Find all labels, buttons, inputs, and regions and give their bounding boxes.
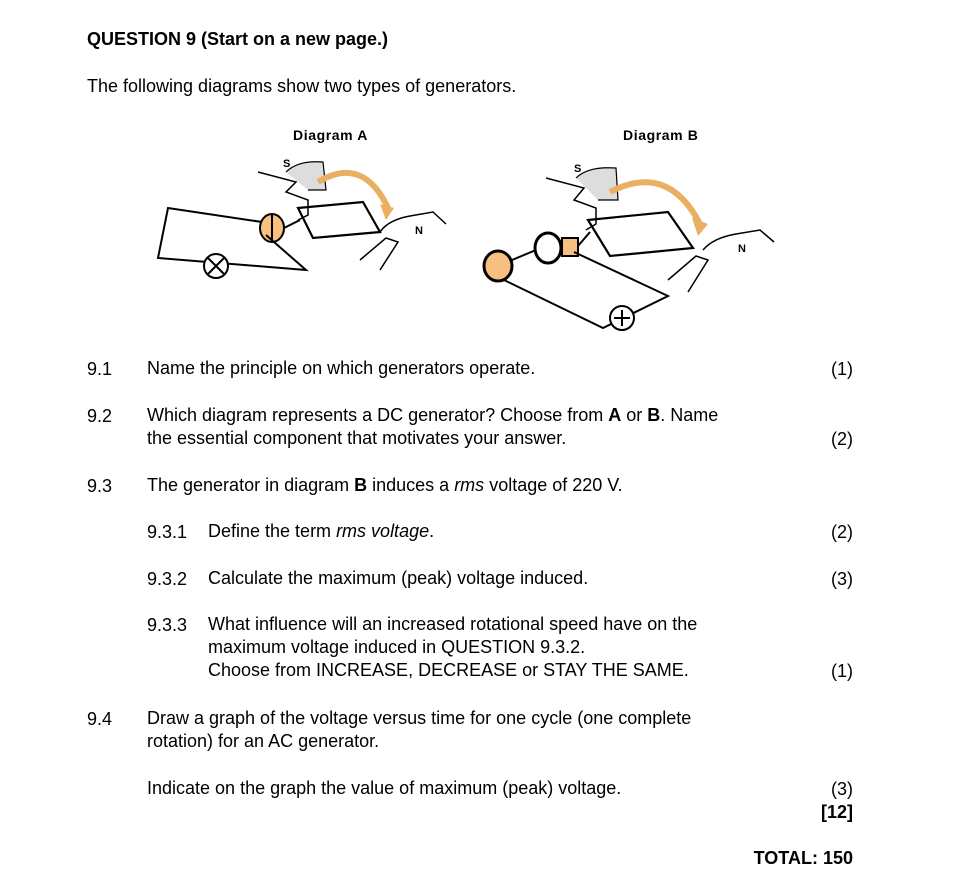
diagram-b-circuit xyxy=(504,252,668,328)
diagram-b-slip-ring-inner xyxy=(535,233,561,263)
question-9-2-line1-e: . Name xyxy=(660,405,719,425)
question-9-3-3-line3: Choose from INCREASE, DECREASE or STAY THE SAME. xyxy=(208,660,689,680)
generator-diagrams xyxy=(148,120,778,340)
question-9-1-mark: (1) xyxy=(831,359,853,379)
question-9-3-text xyxy=(147,474,623,497)
question-9-3-1-term: rms voltage xyxy=(336,521,430,541)
question-9-2-text xyxy=(147,404,718,450)
question-9-2-mark: (2) xyxy=(831,429,853,449)
question-9-3-1-mark: (2) xyxy=(831,522,853,542)
question-9-4-mark: (3) xyxy=(831,779,853,799)
question-9-2-option-a: A xyxy=(608,405,622,425)
diagram-b-coil xyxy=(588,212,693,256)
diagram-b-n-pole-face xyxy=(668,256,708,292)
question-9-2-option-b: B xyxy=(647,405,661,425)
question-9-4-number: 9.4 xyxy=(87,709,113,729)
question-9-3-text-a: The generator in diagram xyxy=(147,475,355,495)
question-title: QUESTION 9 (Start on a new page.) xyxy=(87,29,389,49)
question-9-3-1-text-a: Define the term xyxy=(208,521,337,541)
question-9-3-3-line2: maximum voltage induced in QUESTION 9.3.2. xyxy=(208,637,586,657)
question-9-3-3-line1: What influence will an increased rotational speed have on the xyxy=(208,614,698,634)
question-9-4-line1: Draw a graph of the voltage versus time for one cycle (one complete xyxy=(147,708,692,728)
question-9-3-1-text xyxy=(208,520,434,543)
question-9-3-number: 9.3 xyxy=(87,476,113,496)
diagram-b-slip-ring-outer xyxy=(484,251,512,281)
diagram-a-label: Diagram A xyxy=(293,127,368,143)
question-9-3-3-number: 9.3.3 xyxy=(147,615,188,635)
diagram-b-pole-n: N xyxy=(738,243,746,255)
question-9-2-line2: the essential component that motivates your answer. xyxy=(147,428,567,448)
question-9-4-line2: rotation) for an AC generator. xyxy=(147,731,380,751)
question-9-4-line3: Indicate on the graph the value of maximum (peak) voltage. xyxy=(147,778,622,798)
question-9-1-number: 9.1 xyxy=(87,359,113,379)
diagram-b-s-pole-face xyxy=(576,168,618,200)
question-9-4-text xyxy=(147,707,691,753)
question-9-3-1-text-c: . xyxy=(429,521,435,541)
question-9-3-text-c: induces a xyxy=(367,475,455,495)
question-9-3-2-number: 9.3.2 xyxy=(147,569,188,589)
diagram-b-label: Diagram B xyxy=(623,127,699,143)
question-9-3-2-text: Calculate the maximum (peak) voltage induced. xyxy=(208,568,589,588)
question-9-3-text-e: voltage of 220 V. xyxy=(484,475,623,495)
intro-text: The following diagrams show two types of generators. xyxy=(87,76,517,96)
subtotal-marks: [12] xyxy=(820,802,853,822)
question-9-2-number: 9.2 xyxy=(87,406,113,426)
question-9-3-1-number: 9.3.1 xyxy=(147,522,188,542)
diagram-a-circuit xyxy=(158,208,306,270)
diagram-a-pole-s: S xyxy=(283,158,291,170)
question-9-1-text: Name the principle on which generators operate. xyxy=(147,358,536,378)
question-9-2-line1-c: or xyxy=(621,405,648,425)
question-9-3-3-text xyxy=(208,613,697,682)
question-9-3-rms: rms xyxy=(454,475,485,495)
diagram-a-arrowhead xyxy=(380,204,394,220)
diagram-a-n-pole-face xyxy=(360,238,398,270)
question-9-2-line1-a: Which diagram represents a DC generator? Choose from xyxy=(147,405,609,425)
diagram-a-coil xyxy=(298,202,380,238)
question-9-3-diagram-b: B xyxy=(354,475,368,495)
generator-diagrams-svg xyxy=(148,120,778,340)
question-9-3-3-mark: (1) xyxy=(831,661,853,681)
total-marks: TOTAL: 150 xyxy=(753,848,853,868)
diagram-b-rotation-arrow xyxy=(610,182,700,224)
diagram-b-pole-s: S xyxy=(574,163,582,175)
diagram-a-n-magnet xyxy=(380,212,446,232)
question-9-3-2-mark: (3) xyxy=(831,569,853,589)
diagram-a-pole-n: N xyxy=(415,225,423,237)
